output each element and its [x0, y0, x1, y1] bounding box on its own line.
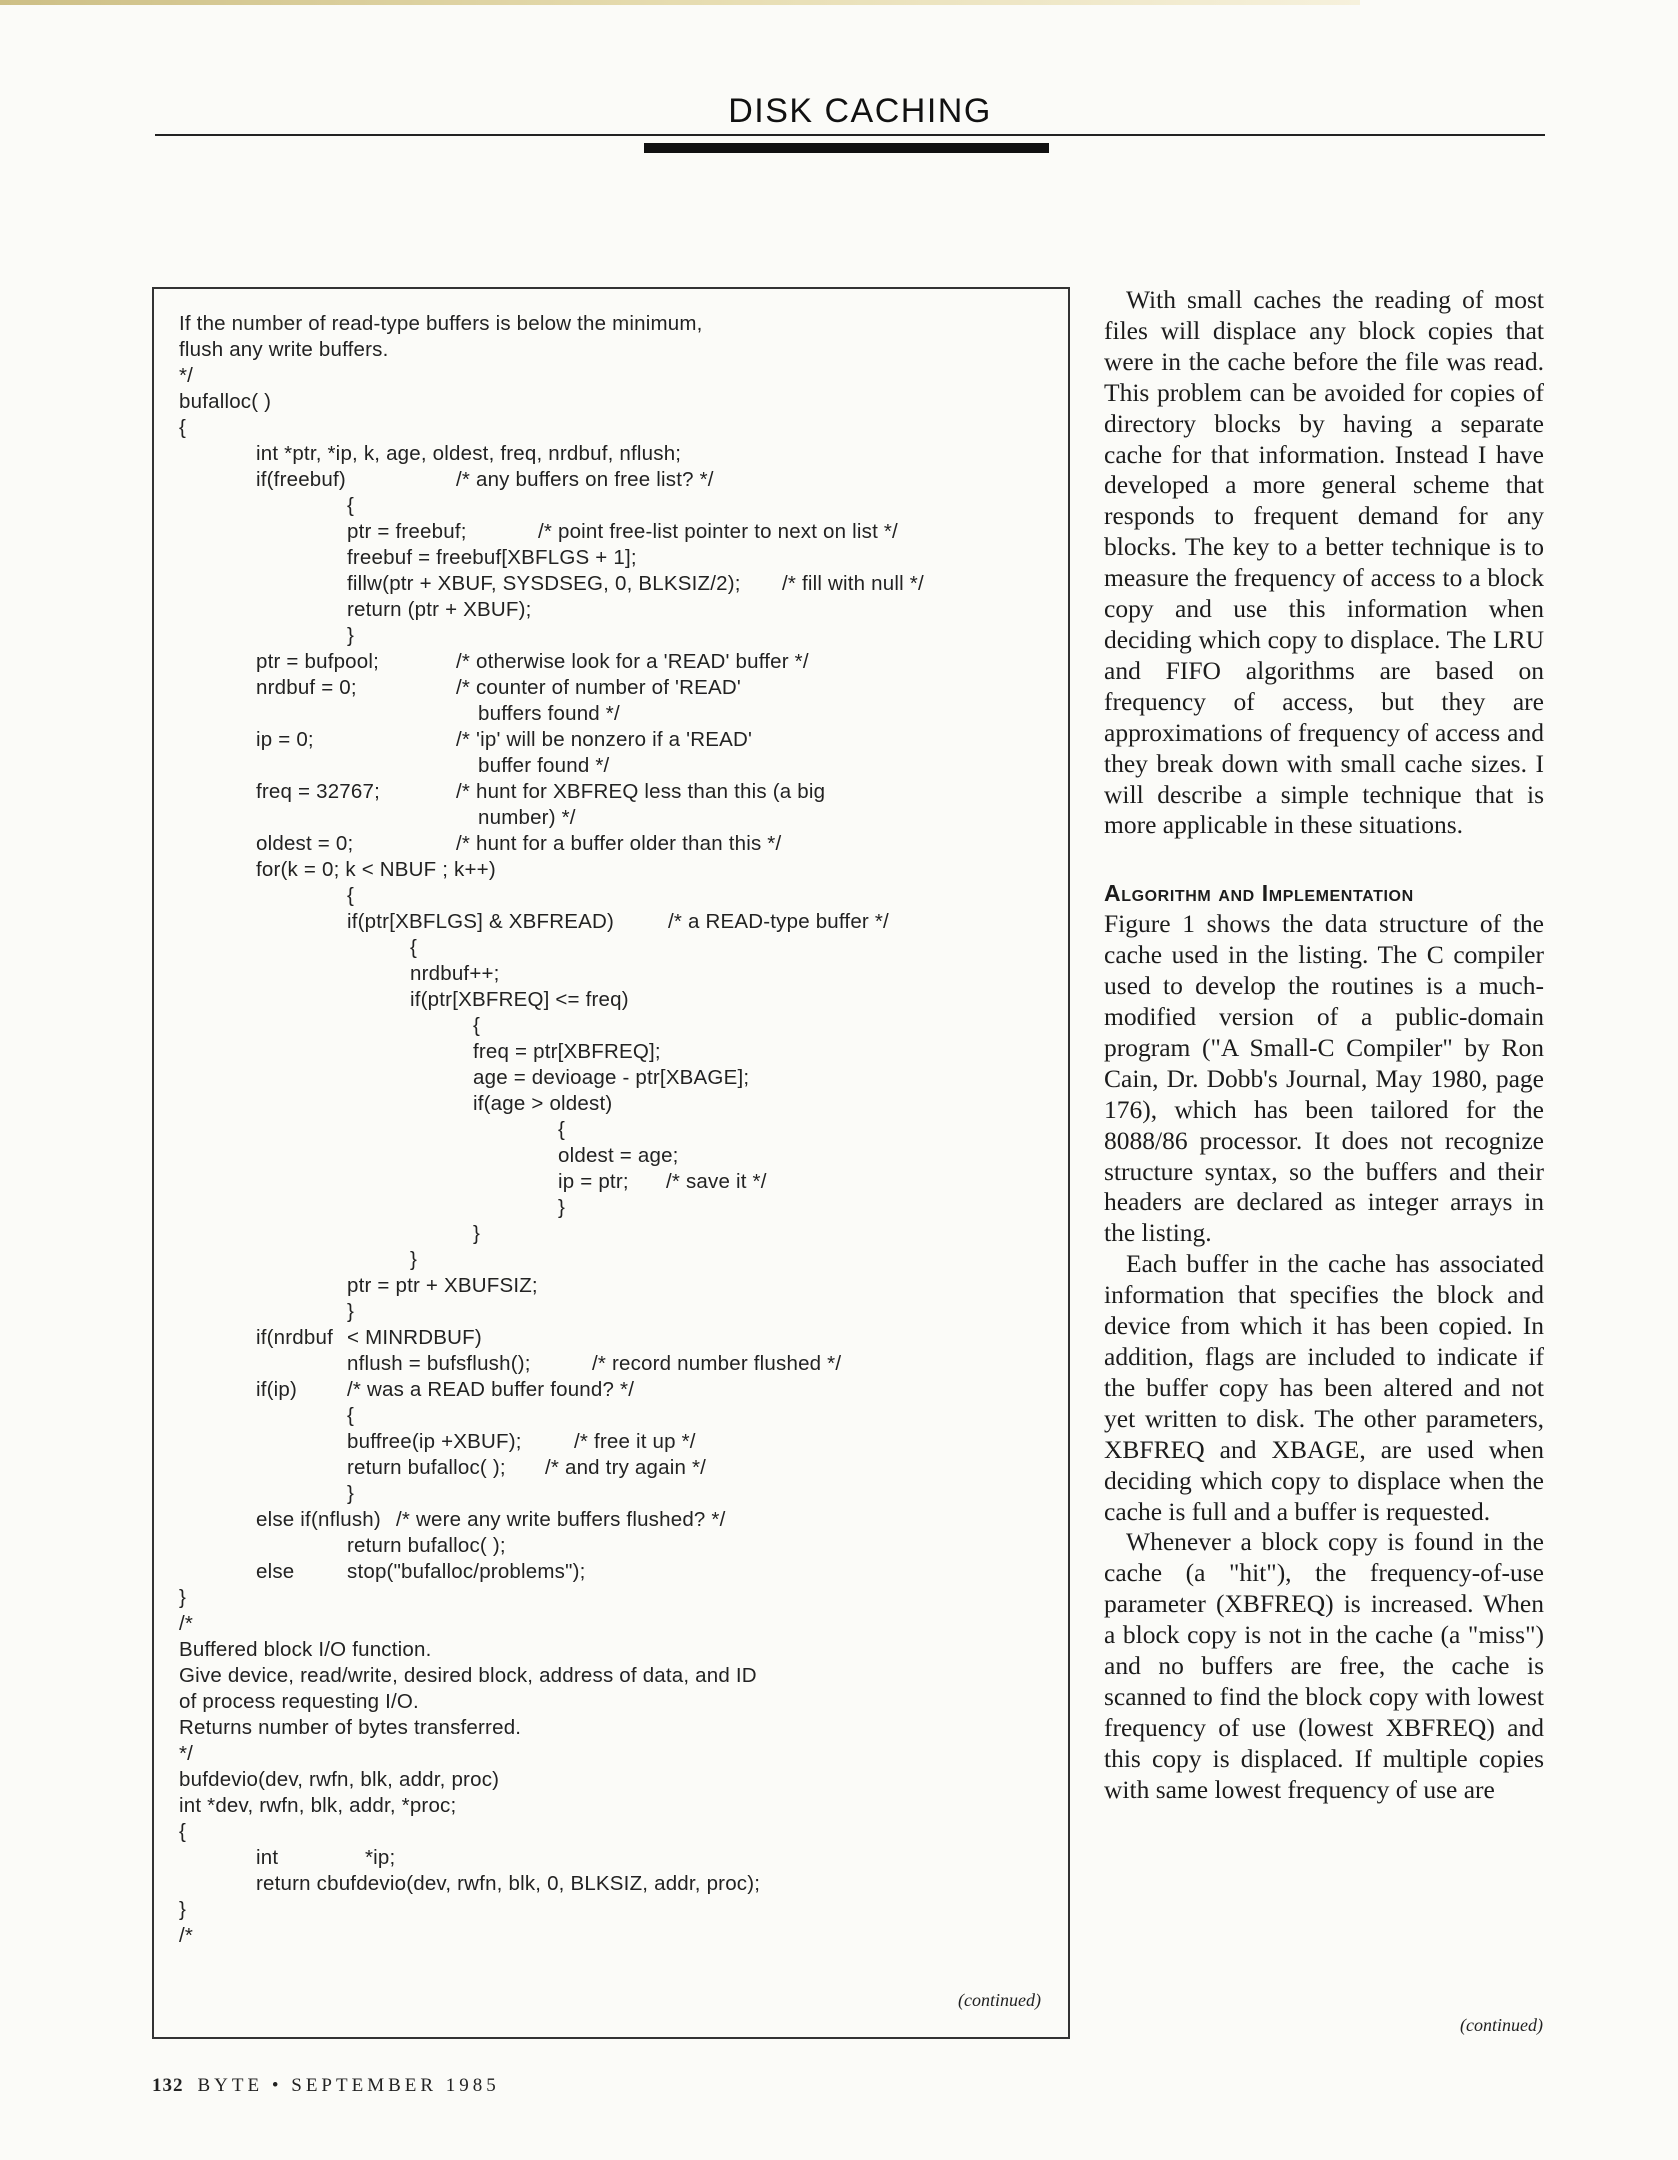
code-line: {	[347, 884, 355, 907]
code-line: < MINRDBUF)	[347, 1326, 482, 1349]
code-line: buffer found */	[478, 754, 610, 777]
section-heading: Algorithm and Implementation	[1104, 880, 1414, 907]
code-line: age = devioage - ptr[XBAGE];	[473, 1066, 750, 1089]
code-line: */	[179, 1742, 194, 1765]
code-line: fillw(ptr + XBUF, SYSDSEG, 0, BLKSIZ/2);	[347, 572, 741, 595]
code-line: }	[179, 1586, 187, 1609]
magazine-issue: BYTE • SEPTEMBER 1985	[197, 2075, 500, 2096]
code-line: {	[179, 416, 187, 439]
top-edge-rule	[0, 0, 1360, 5]
code-line: if(ptr[XBFLGS] & XBFREAD)	[347, 910, 614, 933]
code-line: /* any buffers on free list? */	[456, 468, 714, 491]
code-line: else if(nflush)	[256, 1508, 381, 1531]
article-continued-note: (continued)	[1460, 2015, 1543, 2035]
code-line: for(k = 0; k < NBUF ; k++)	[256, 858, 496, 881]
code-line: return (ptr + XBUF);	[347, 598, 532, 621]
code-line: of process requesting I/O.	[179, 1690, 419, 1713]
code-line: /* free it up */	[574, 1430, 696, 1453]
code-line: *ip;	[365, 1846, 396, 1869]
code-line: ptr = bufpool;	[256, 650, 380, 673]
code-line: int *dev, rwfn, blk, addr, *proc;	[179, 1794, 457, 1817]
code-line: bufdevio(dev, rwfn, blk, addr, proc)	[179, 1768, 500, 1791]
code-line: /* hunt for a buffer older than this */	[456, 832, 782, 855]
code-line: if(ptr[XBFREQ] <= freq)	[410, 988, 629, 1011]
code-line: /* otherwise look for a 'READ' buffer */	[456, 650, 809, 673]
code-line: }	[410, 1248, 418, 1271]
code-line: }	[179, 1898, 187, 1921]
page-title: DISK CACHING	[728, 92, 992, 130]
article-paragraph: Each buffer in the cache has associated information that specifies the block and device from which it has been copied. In addition, flags are included to indicate if the buffer copy has been altered and not yet written to disk. The other parameters, XBFREQ and XBAGE, are used when deciding which copy to displace when the cache is full and a buffer is requested.	[1104, 1249, 1544, 1526]
code-line: freq = ptr[XBFREQ];	[473, 1040, 661, 1063]
code-line: {	[179, 1820, 187, 1843]
code-line: int	[256, 1846, 279, 1869]
code-line: /* hunt for XBFREQ less than this (a big	[456, 780, 826, 803]
code-line: buffers found */	[478, 702, 620, 725]
code-line: /* point free-list pointer to next on list */	[538, 520, 898, 543]
code-line: stop("bufalloc/problems");	[347, 1560, 586, 1583]
code-line: else	[256, 1560, 295, 1583]
code-line: freq = 32767;	[256, 780, 380, 803]
code-line: If the number of read-type buffers is below the minimum,	[179, 312, 703, 335]
code-line: Give device, read/write, desired block, address of data, and ID	[179, 1664, 757, 1687]
code-line: ptr = ptr + XBUFSIZ;	[347, 1274, 538, 1297]
code-line: ip = ptr;	[558, 1170, 629, 1193]
code-line: bufalloc( )	[179, 390, 272, 413]
code-line: }	[347, 624, 355, 647]
code-line: /*	[179, 1612, 194, 1635]
code-line: {	[347, 1404, 355, 1427]
code-line: if(age > oldest)	[473, 1092, 613, 1115]
code-line: /*	[179, 1924, 194, 1947]
code-line: ip = 0;	[256, 728, 314, 751]
code-line: if(freebuf)	[256, 468, 346, 491]
code-line: int *ptr, *ip, k, age, oldest, freq, nrdbuf, nflush;	[256, 442, 682, 465]
code-line: /* save it */	[666, 1170, 767, 1193]
code-line: number) */	[478, 806, 576, 829]
article-paragraph: With small caches the reading of most files will displace any block copies that were in the cache before the file was read. This problem can be avoided for copies of directory blocks by having a separate cache for that information. Instead I have developed a more general scheme that responds to frequent demand for any blocks. The key to a better technique is to measure the frequency of access to a block copy and use this information when deciding which copy to displace. The LRU and FIFO algorithms are based on frequency of access, but they are approximations of frequency of access and they break down with small cache sizes. I will describe a simple technique that is more applicable in these situations.	[1104, 285, 1544, 840]
code-line: }	[473, 1222, 481, 1245]
code-line: ptr = freebuf;	[347, 520, 467, 543]
code-line: /* fill with null */	[782, 572, 924, 595]
code-line: return bufalloc( );	[347, 1534, 506, 1557]
code-line: /* counter of number of 'READ'	[456, 676, 742, 699]
code-line: return bufalloc( );	[347, 1456, 506, 1479]
article-paragraph: Figure 1 shows the data structure of the cache used in the listing. The C compiler used to develop the routines is a much-modified version of a public-domain program ("A Small-C Compiler" by Ron Cain, Dr. Dobb's Journal, May 1980, page 176), which has been tailored for the 8088/86 processor. It does not recognize structure syntax, so the buffers and their headers are declared as integer arrays in the listing.	[1104, 909, 1544, 1248]
code-line: /* and try again */	[545, 1456, 707, 1479]
code-line: /* was a READ buffer found? */	[347, 1378, 635, 1401]
code-line: }	[558, 1196, 566, 1219]
code-line: if(ip)	[256, 1378, 298, 1401]
code-line: {	[410, 936, 418, 959]
code-line: /* were any write buffers flushed? */	[396, 1508, 726, 1531]
code-line: nrdbuf = 0;	[256, 676, 357, 699]
code-line: */	[179, 364, 194, 387]
code-line: nflush = bufsflush();	[347, 1352, 531, 1375]
header-bar	[644, 143, 1049, 153]
code-line: oldest = 0;	[256, 832, 354, 855]
page-number: 132	[152, 2075, 184, 2096]
code-line: oldest = age;	[558, 1144, 679, 1167]
code-line: flush any write buffers.	[179, 338, 389, 361]
code-line: if(nrdbuf	[256, 1326, 334, 1349]
code-line: {	[558, 1118, 566, 1141]
code-line: Returns number of bytes transferred.	[179, 1716, 522, 1739]
code-line: Buffered block I/O function.	[179, 1638, 432, 1661]
article-column	[1104, 285, 1544, 1806]
code-line: nrdbuf++;	[410, 962, 500, 985]
code-line: /* 'ip' will be nonzero if a 'READ'	[456, 728, 753, 751]
code-line: }	[347, 1482, 355, 1505]
code-line: buffree(ip +XBUF);	[347, 1430, 522, 1453]
code-line: }	[347, 1300, 355, 1323]
header-rule	[155, 134, 1545, 136]
code-line: /* record number flushed */	[592, 1352, 842, 1375]
page-footer	[152, 2075, 500, 2097]
code-line: {	[347, 494, 355, 517]
code-line: {	[473, 1014, 481, 1037]
article-paragraph: Whenever a block copy is found in the cache (a "hit"), the frequency-of-use parameter (XBFREQ) is increased. When a block copy is not in the cache (a "miss") and no buffers are free, the cache is scanned to find the block copy with lowest frequency of use (lowest XBFREQ) and this copy is displaced. If multiple copies with same lowest frequency of use are	[1104, 1527, 1544, 1804]
code-line: freebuf = freebuf[XBFLGS + 1];	[347, 546, 637, 569]
code-line: return cbufdevio(dev, rwfn, blk, 0, BLKSIZ, addr, proc);	[256, 1872, 761, 1895]
code-line: /* a READ-type buffer */	[668, 910, 889, 933]
listing-continued-note: (continued)	[958, 1990, 1041, 2010]
